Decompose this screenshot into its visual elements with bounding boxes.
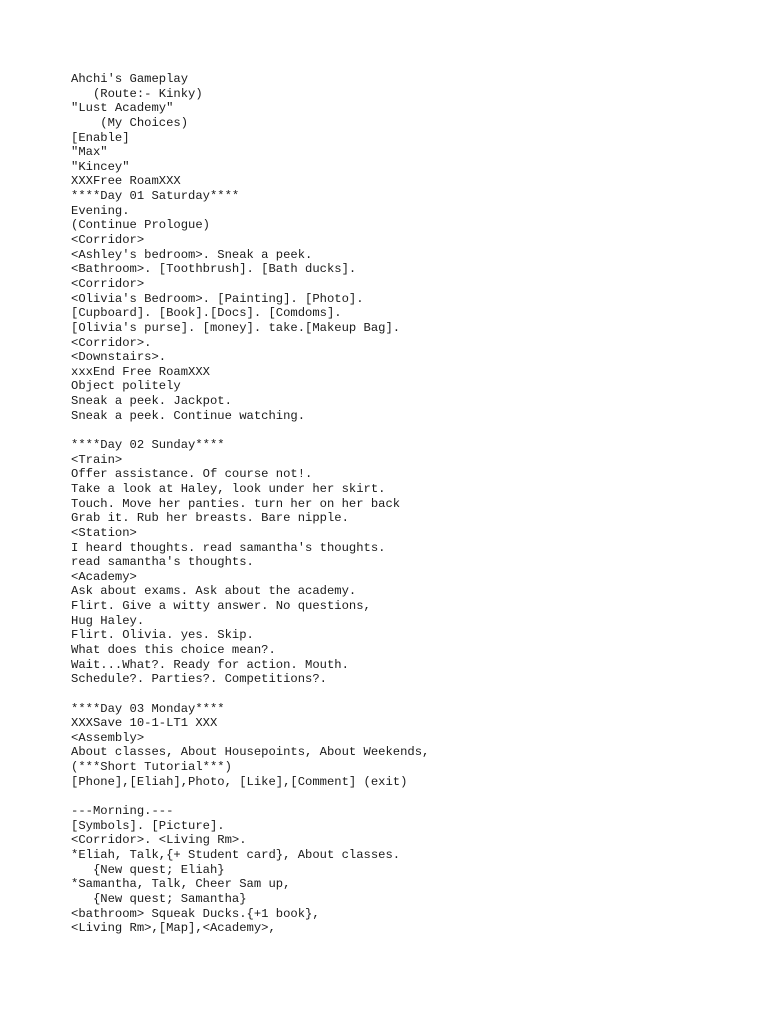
text-line: (My Choices) [71, 115, 189, 130]
text-line: Offer assistance. Of course not!. [71, 467, 313, 482]
text-line: <Corridor>. [71, 335, 152, 350]
text-line: ---Morning.--- [71, 804, 174, 819]
text-line: read samantha's thoughts. [71, 555, 254, 570]
text-line: What does this choice mean?. [71, 642, 276, 657]
text-line: <Ashley's bedroom>. Sneak a peek. [71, 247, 313, 262]
text-line: <Station> [71, 525, 137, 540]
text-line: *Samantha, Talk, Cheer Sam up, [71, 877, 291, 892]
text-line: About classes, About Housepoints, About Weekends, [71, 745, 430, 760]
text-line: Ask about exams. Ask about the academy. [71, 584, 357, 599]
text-line: Schedule?. Parties?. Competitions?. [71, 672, 327, 687]
text-line: "Max" [71, 145, 108, 160]
text-line: XXXFree RoamXXX [71, 174, 181, 189]
text-line: <bathroom> Squeak Ducks.{+1 book}, [71, 906, 320, 921]
text-line: [Olivia's purse]. [money]. take.[Makeup Bag]. [71, 320, 401, 335]
text-line: Sneak a peek. Jackpot. [71, 394, 232, 409]
text-line: {New quest; Eliah} [71, 862, 225, 877]
text-line: <Corridor>. <Living Rm>. [71, 833, 247, 848]
text-line: *Eliah, Talk,{+ Student card}, About classes. [71, 847, 401, 862]
blank-line [71, 687, 751, 702]
blank-line [71, 423, 751, 438]
text-line: ****Day 03 Monday**** [71, 701, 225, 716]
text-line: Sneak a peek. Continue watching. [71, 408, 306, 423]
text-line: <Train> [71, 452, 123, 467]
text-line: [Cupboard]. [Book].[Docs]. [Comdoms]. [71, 306, 342, 321]
text-line: Flirt. Give a witty answer. No questions, [71, 599, 371, 614]
text-line: Hug Haley. [71, 613, 145, 628]
text-line: (Route:- Kinky) [71, 86, 203, 101]
text-line: <Bathroom>. [Toothbrush]. [Bath ducks]. [71, 262, 357, 277]
text-line: <Assembly> [71, 730, 145, 745]
text-line: (Continue Prologue) [71, 218, 210, 233]
text-line: Wait...What?. Ready for action. Mouth. [71, 657, 349, 672]
text-line: Grab it. Rub her breasts. Bare nipple. [71, 511, 349, 526]
text-line: ****Day 02 Sunday**** [71, 438, 225, 453]
text-line: "Lust Academy" [71, 101, 174, 116]
text-line: "Kincey" [71, 159, 130, 174]
text-line: (***Short Tutorial***) [71, 760, 232, 775]
text-line: Evening. [71, 203, 130, 218]
text-line: ****Day 01 Saturday**** [71, 189, 240, 204]
text-line: [Phone],[Eliah],Photo, [Like],[Comment] (exit) [71, 774, 408, 789]
text-line: Ahchi's Gameplay [71, 72, 189, 86]
document-page [71, 72, 751, 936]
text-line: <Olivia's Bedroom>. [Painting]. [Photo]. [71, 291, 364, 306]
text-line: Take a look at Haley, look under her skirt. [71, 481, 386, 496]
blank-line [71, 789, 751, 804]
text-line: [Symbols]. [Picture]. [71, 818, 225, 833]
text-line: {New quest; Samantha} [71, 891, 247, 906]
text-line: I heard thoughts. read samantha's thoughts. [71, 540, 386, 555]
text-line: Touch. Move her panties. turn her on her back [71, 496, 401, 511]
text-line: XXXSave 10-1-LT1 XXX [71, 716, 218, 731]
text-line: <Downstairs>. [71, 350, 167, 365]
text-line: <Corridor> [71, 233, 145, 248]
text-line: xxxEnd Free RoamXXX [71, 364, 210, 379]
text-line: <Corridor> [71, 276, 145, 291]
text-line: <Living Rm>,[Map],<Academy>, [71, 921, 276, 936]
text-line: [Enable] [71, 130, 130, 145]
text-line: Flirt. Olivia. yes. Skip. [71, 628, 254, 643]
text-line: Object politely [71, 379, 181, 394]
text-line: <Academy> [71, 569, 137, 584]
